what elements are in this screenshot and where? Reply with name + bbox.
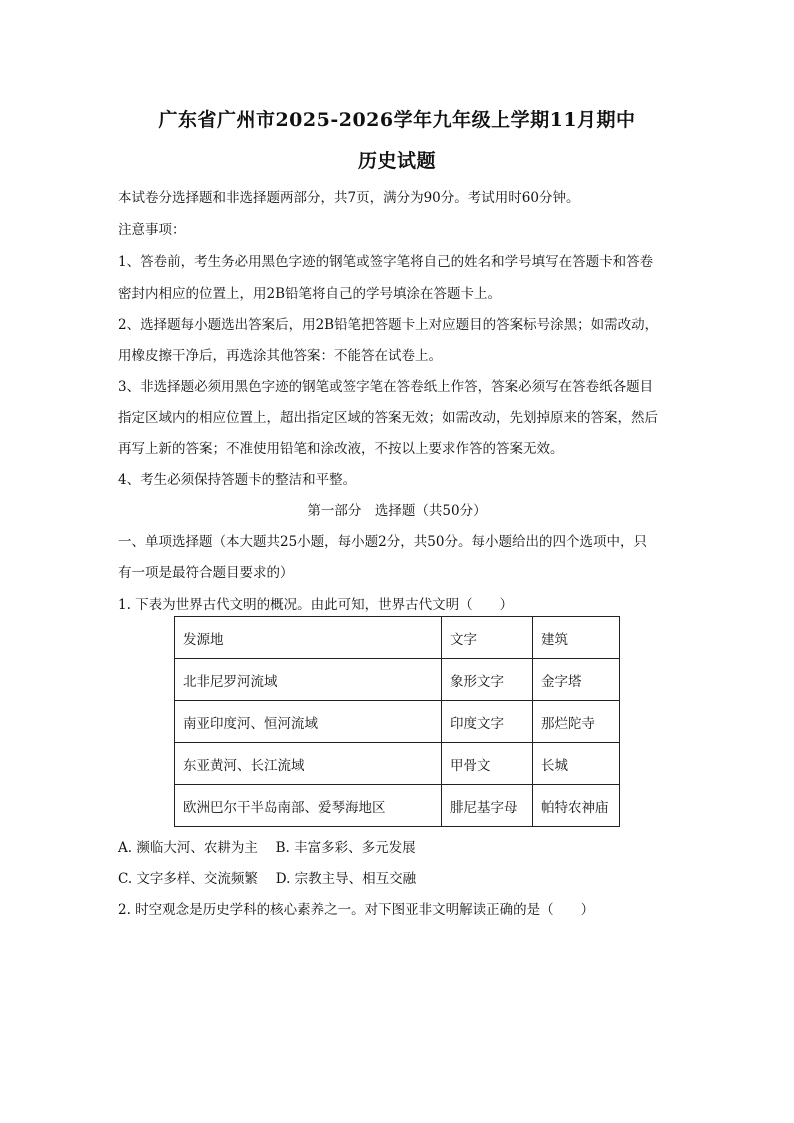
section-heading: 第一部分 选择题（共50分） [307, 503, 487, 519]
note-line: 4、考生必须保持答题卡的整洁和平整。 [118, 472, 357, 488]
note-line: 3、非选择题必须用黑色字迹的钢笔或签字笔在答卷纸上作答，答案必须写在答卷纸各题目 [118, 379, 654, 395]
table-row [175, 743, 620, 785]
question-1-stem: 1. 下表为世界古代文明的概况。由此可知，世界古代文明（ ） [118, 597, 514, 613]
table-cell: 腓尼基字母 [442, 785, 533, 827]
table-header: 建筑 [533, 617, 620, 659]
table-cell: 东亚黄河、长江流域 [175, 743, 442, 785]
table-cell: 象形文字 [442, 659, 533, 701]
table-row [175, 701, 620, 743]
table-row [175, 659, 620, 701]
table-cell: 甲骨文 [442, 743, 533, 785]
table-header: 文字 [442, 617, 533, 659]
note-line: 2、选择题每小题选出答案后，用2B铅笔把答题卡上对应题目的答案标号涂黑；如需改动， [118, 317, 659, 333]
page-subtitle: 历史试题 [357, 150, 436, 172]
table-cell: 那烂陀寺 [533, 701, 620, 743]
note-line: 指定区域内的相应位置上，超出指定区域的答案无效；如需改动，先划掉原来的答案，然后 [118, 410, 658, 426]
table-cell: 北非尼罗河流域 [175, 659, 442, 701]
note-line: 用橡皮擦干净后，再选涂其他答案：不能答在试卷上。 [118, 348, 442, 364]
intro-text: 本试卷分选择题和非选择题两部分，共7页，满分为90分。考试用时60分钟。 [118, 190, 580, 206]
notes-heading: 注意事项： [118, 222, 186, 238]
table-cell: 印度文字 [442, 701, 533, 743]
table-cell: 长城 [533, 743, 620, 785]
note-line: 再写上新的答案；不准使用铅笔和涂改液，不按以上要求作答的答案无效。 [118, 441, 564, 457]
question-1-options: C. 文字多样、交流频繁 D. 宗教主导、相互交融 [118, 871, 417, 887]
table-cell: 金字塔 [533, 659, 620, 701]
question-1-options: A. 濒临大河、农耕为主 B. 丰富多彩、多元发展 [118, 840, 416, 856]
section-instructions: 一、单项选择题（本大题共25小题，每小题2分，共50分。每小题给出的四个选项中，只 [118, 534, 647, 550]
note-line: 密封内相应的位置上，用2B铅笔将自己的学号填涂在答题卡上。 [118, 286, 502, 302]
table-header: 发源地 [175, 617, 442, 659]
table-row [175, 785, 620, 827]
question-2-stem: 2. 时空观念是历史学科的核心素养之一。对下图亚非文明解读正确的是（ ） [118, 902, 595, 918]
civilization-table [174, 616, 620, 827]
section-instructions: 有一项是最符合题目要求的） [118, 565, 294, 581]
table-cell: 帕特农神庙 [533, 785, 620, 827]
note-line: 1、答卷前，考生务必用黑色字迹的钢笔或签字笔将自己的姓名和学号填写在答题卡和答卷 [118, 254, 654, 270]
table-cell: 南亚印度河、恒河流域 [175, 701, 442, 743]
table-cell: 欧洲巴尔干半岛南部、爱琴海地区 [175, 785, 442, 827]
table-header-row [175, 617, 620, 659]
page-title: 广东省广州市2025-2026学年九年级上学期11月期中 [158, 109, 636, 131]
